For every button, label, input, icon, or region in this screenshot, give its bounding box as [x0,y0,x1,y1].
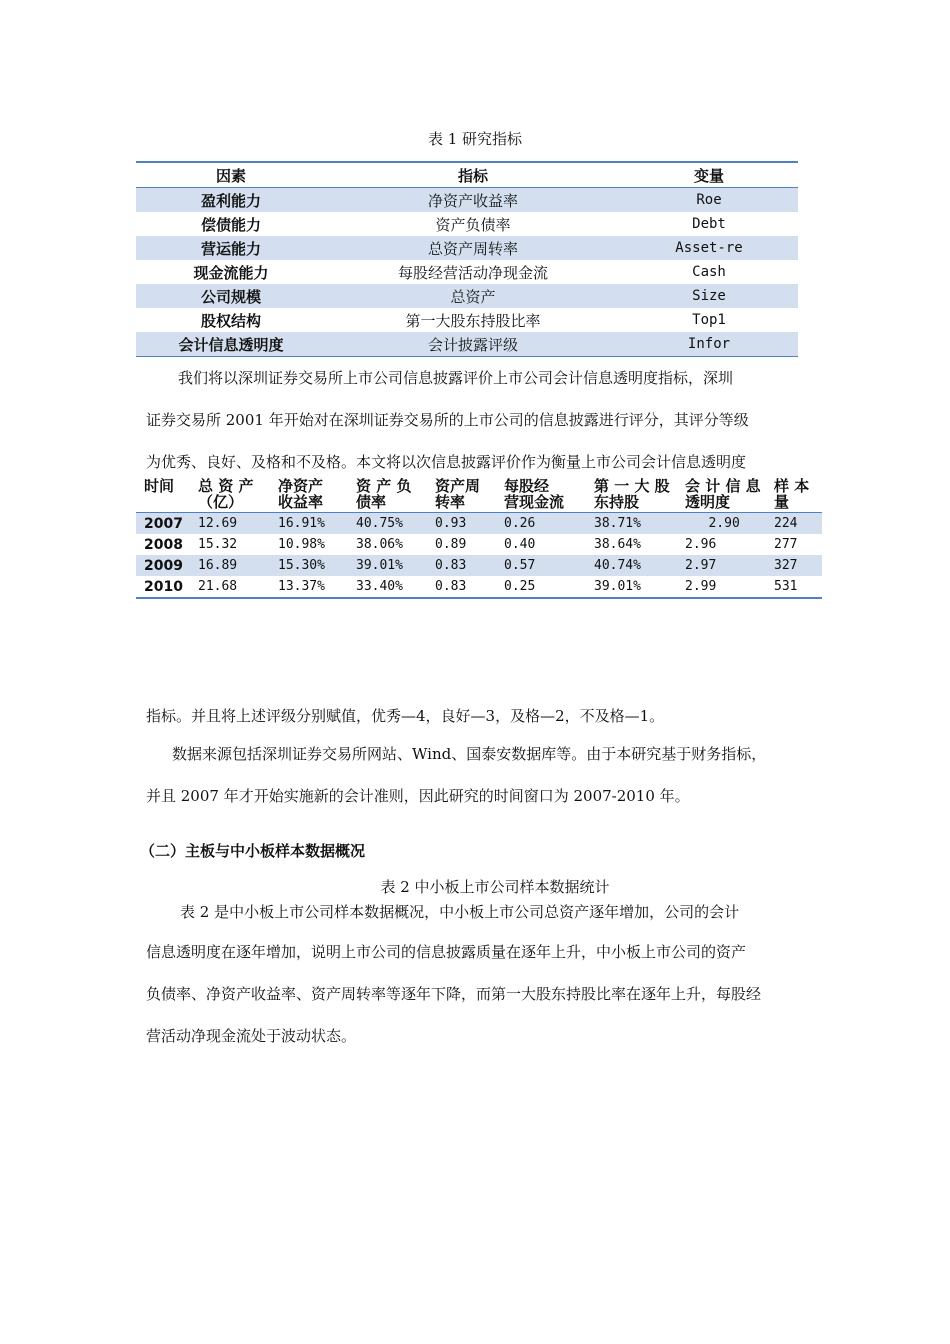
table-cell: 39.01% [588,576,679,598]
column-header: 指标 [326,162,620,188]
year-cell: 2010 [136,576,192,598]
table-row [136,212,798,236]
variable-cell: Size [620,284,798,308]
table-cell: 2.90 [679,513,768,535]
table-row [136,534,822,555]
paragraph-line: 信息透明度在逐年增加，说明上市公司的信息披露质量在逐年上升，中小板上市公司的资产 [146,943,747,961]
year-cell: 2009 [136,555,192,576]
paragraph-line: 负债率、净资产收益率、资产周转率等逐年下降，而第一大股东持股比率在逐年上升，每股经 [146,985,762,1003]
variable-cell: Cash [692,264,726,280]
table-cell: 38.64% [594,537,641,552]
table-cell: 0.93 [429,513,498,535]
variable-cell: Top1 [692,312,726,328]
column-header: 样 本 量 [768,478,822,513]
column-header: 会 计 信 息 透明度 [679,478,768,513]
paragraph-line: 我们将以深圳证券交易所上市公司信息披露评价上市公司会计信息透明度指标，深圳 [178,369,734,387]
factor-cell: 会计信息透明度 [136,332,326,357]
table-header-row [136,478,822,513]
table-cell: 16.89 [192,555,272,576]
paragraph-line: 表 2 是中小板上市公司样本数据概况，中小板上市公司总资产逐年增加，公司的会计 [180,903,740,921]
factor-cell: 营运能力 [136,236,326,260]
table-cell: 2.97 [679,555,768,576]
column-header: 总 资 产 （亿） [192,478,272,513]
factor-cell: 公司规模 [136,284,326,308]
table-cell: 39.01% [350,555,429,576]
table-cell: 38.71% [588,513,679,535]
table-cell: 38.06% [356,537,403,552]
table-row [136,188,798,213]
paragraph-line: 为优秀、良好、及格和不及格。本文将以次信息披露评价作为衡量上市公司会计信息透明度 [146,453,747,471]
paragraph-line: 证券交易所 2001 年开始对在深圳证券交易所的上市公司的信息披露进行评分，其评分等级 [146,411,749,429]
table-cell: 2.96 [685,537,717,552]
table-cell: 0.83 [429,576,498,598]
variable-cell: Debt [692,216,726,232]
indicator-cell: 会计披露评级 [326,332,620,357]
paragraph-line: 数据来源包括深圳证券交易所网站、Wind、国泰安数据库等。由于本研究基于财务指标， [172,745,767,763]
indicator-cell: 总资产 [326,284,620,308]
paragraph-line: 营活动净现金流处于波动状态。 [146,1027,357,1045]
year-cell: 2008 [144,536,183,553]
paragraph-line: 并且 2007 年才开始实施新的会计准则，因此研究的时间窗口为 2007-2010 年。 [146,787,690,805]
indicator-cell: 每股经营活动净现金流 [397,263,548,282]
table-header-row [136,162,798,188]
table-cell: 0.25 [498,576,588,598]
table-row [136,308,798,332]
table-cell: 21.68 [192,576,272,598]
paragraph-line: 指标。并且将上述评级分别赋值，优秀—4，良好—3，及格—2，不及格—1。 [146,707,665,725]
table-row [136,576,822,598]
variable-cell: Asset-re [620,236,798,260]
table-cell: 15.30% [272,555,350,576]
column-header: 资 产 负 债率 [350,478,429,513]
table-cell: 531 [768,576,822,598]
table-cell: 327 [768,555,822,576]
table2-caption: 表 2 中小板上市公司样本数据统计 [380,878,610,896]
table-cell: 15.32 [198,537,238,552]
factor-cell: 盈利能力 [136,188,326,213]
table-cell: 0.26 [498,513,588,535]
column-header: 净资产 收益率 [272,478,350,513]
table-cell: 12.69 [192,513,272,535]
section-heading: （二）主板与中小板样本数据概况 [140,842,366,860]
sme-sample-statistics-table [136,478,822,599]
factor-cell: 股权结构 [200,311,261,330]
indicator-cell: 第一大股东持股比率 [405,311,541,330]
variable-cell: Roe [620,188,798,213]
column-header: 时间 [136,478,192,513]
indicator-cell: 资产负债率 [435,215,511,234]
table-cell: 0.89 [435,537,467,552]
table-row [136,555,822,576]
table-cell: 40.74% [588,555,679,576]
indicator-cell: 净资产收益率 [326,188,620,213]
table-row [136,284,798,308]
column-header: 资产周 转率 [429,478,498,513]
variable-cell: Infor [620,332,798,357]
table-cell: 10.98% [278,537,325,552]
column-header: 变量 [620,162,798,188]
table-row [136,260,798,284]
indicator-cell: 总资产周转率 [326,236,620,260]
table-row [136,236,798,260]
table-row [136,513,822,535]
table-cell: 0.40 [504,537,536,552]
table-cell: 224 [768,513,822,535]
year-cell: 2007 [136,513,192,535]
table-cell: 2.99 [679,576,768,598]
column-header: 每股经 营现金流 [498,478,588,513]
table1-caption: 表 1 研究指标 [427,130,523,148]
research-indicators-table [136,161,798,357]
table-cell: 33.40% [350,576,429,598]
column-header: 因素 [136,162,326,188]
table-cell: 0.57 [498,555,588,576]
table-cell: 0.83 [429,555,498,576]
table-cell: 277 [774,537,798,552]
table-cell: 40.75% [350,513,429,535]
table-row [136,332,798,357]
table-cell: 16.91% [272,513,350,535]
factor-cell: 偿债能力 [200,215,261,234]
factor-cell: 现金流能力 [193,263,269,282]
table-cell: 13.37% [272,576,350,598]
column-header: 第 一 大 股 东持股 [588,478,679,513]
